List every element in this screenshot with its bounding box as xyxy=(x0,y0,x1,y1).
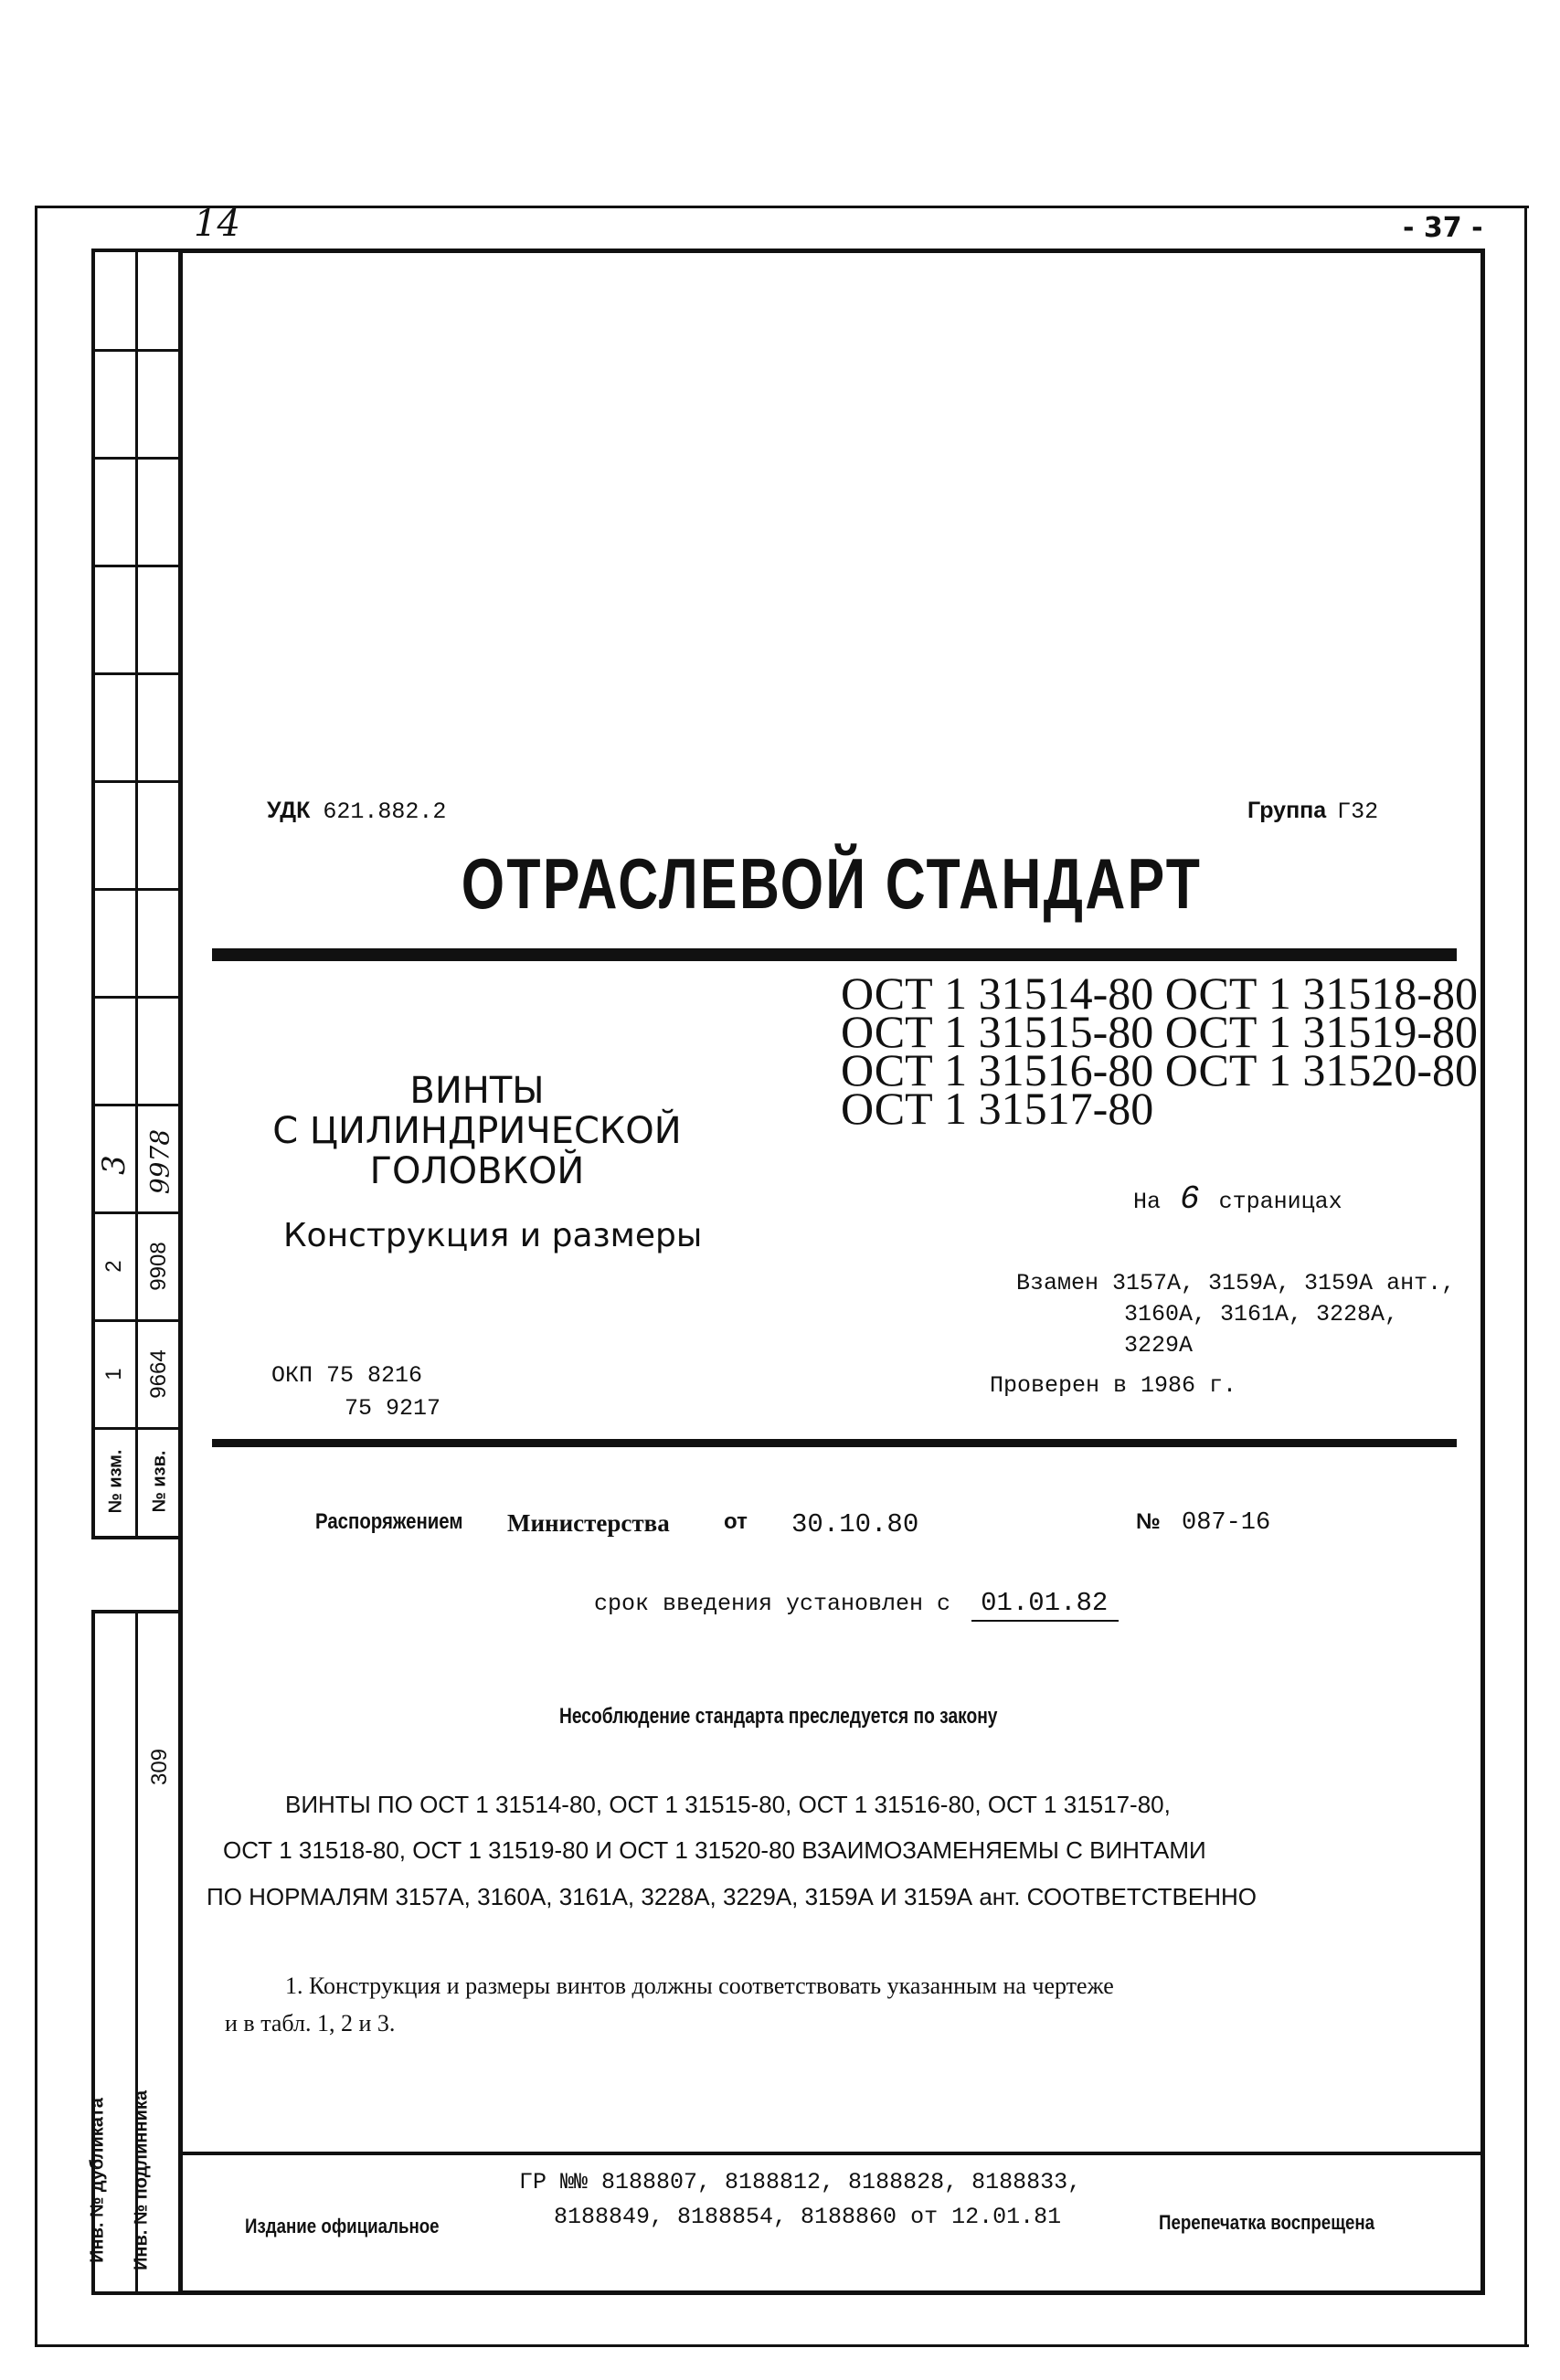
udc-code xyxy=(267,798,446,825)
order-label: Распоряжением xyxy=(315,1509,463,1534)
clause-1: 1. Конструкция и размеры винтов должны соответствовать указанным на чертеже xyxy=(285,1973,1114,1999)
original-inventory-label: Инв. № подлинника xyxy=(131,2089,152,2271)
footer-rule xyxy=(178,2152,1485,2155)
standards-list xyxy=(841,968,1479,1134)
section-rule xyxy=(212,1439,1457,1447)
scan-border-top xyxy=(35,206,1529,208)
original-inventory-number: 309 xyxy=(147,1748,172,1786)
okp-line: ОКП 75 8216 xyxy=(271,1362,423,1389)
okp-line: 75 9217 xyxy=(345,1395,441,1422)
document-title: ОТРАСЛЕВОЙ СТАНДАРТ xyxy=(461,843,1203,924)
product-title-line: С ЦИЛИНДРИЧЕСКОЙ xyxy=(272,1110,682,1152)
scan-border-bottom xyxy=(35,2344,1529,2347)
registration-line: ГР №№ 8188807, 8188812, 8188828, 8188833, xyxy=(519,2169,1082,2195)
margin-row-line xyxy=(91,349,180,352)
standards-line: ОСТ 1 31515-80 ОСТ 1 31519-80 xyxy=(841,1006,1479,1057)
change-no-label: № изм. xyxy=(105,1449,126,1514)
official-edition: Издание официальное xyxy=(245,2215,440,2237)
clause-1-continuation: и в табл. 1, 2 и 3. xyxy=(225,2010,396,2036)
effective-label: срок введения установлен с xyxy=(594,1591,951,1617)
group-code xyxy=(1247,798,1378,825)
effective-date xyxy=(594,1588,1119,1622)
checked-year: Проверен в 1986 г. xyxy=(990,1372,1237,1399)
group-label: Группа xyxy=(1247,798,1327,823)
margin-row-line xyxy=(91,565,180,567)
margin-row-line xyxy=(91,1104,180,1106)
replaces-line: Взамен 3157А, 3159А, 3159А ант., xyxy=(1016,1270,1456,1296)
registration-line: 8188849, 8188854, 8188860 от 12.01.81 xyxy=(554,2204,1062,2230)
duplicate-inventory-label: Инв. № дубликата xyxy=(87,2098,108,2263)
margin-row-line xyxy=(91,1211,180,1214)
title-rule xyxy=(212,948,1457,961)
order-from: от xyxy=(724,1509,748,1534)
margin-row-line xyxy=(91,888,180,891)
order-date: 30.10.80 xyxy=(791,1509,919,1539)
margin-row-line xyxy=(91,780,180,783)
product-title-line: ВИНТЫ xyxy=(409,1070,545,1112)
margin-row-line xyxy=(91,996,180,999)
product-subtitle: Конструкция и размеры xyxy=(283,1217,703,1254)
margin-row-line xyxy=(91,457,180,460)
legal-warning: Несоблюдение стандарта преследуется по закону xyxy=(559,1704,998,1729)
udc-value: 621.882.2 xyxy=(323,799,447,825)
registration-numbers xyxy=(519,2165,1081,2235)
standards-line: ОСТ 1 31516-80 ОСТ 1 31520-80 xyxy=(841,1044,1479,1095)
change-number-2: 2 xyxy=(101,1260,126,1273)
notice-number-9978: 9978 xyxy=(144,1128,175,1195)
handwritten-sheet-mark: 14 xyxy=(194,203,240,245)
margin-row-line xyxy=(91,1427,180,1430)
margin-row-line xyxy=(91,1319,180,1322)
effective-value: 01.01.82 xyxy=(971,1588,1119,1622)
replaces-line: 3160А, 3161А, 3228А, xyxy=(1124,1301,1399,1328)
reprint-prohibited: Перепечатка воспрещена xyxy=(1159,2211,1375,2234)
scan-border-left xyxy=(35,206,37,2346)
margin-upper-divider xyxy=(135,249,138,1539)
notice-no-label: № изв. xyxy=(149,1450,170,1513)
order-number-label: № xyxy=(1136,1509,1161,1534)
replaces-line: 3229А xyxy=(1124,1332,1194,1359)
order-ministry: Министерства xyxy=(507,1509,670,1537)
interchangeability-line: ПО НОРМАЛЯМ 3157А, 3160А, 3161А, 3228А, 3229А, 3159А И 3159А ант. СООТВЕТСТВЕННО xyxy=(207,1883,1257,1910)
group-value: Г32 xyxy=(1337,799,1379,825)
pages-suffix: страницах xyxy=(1218,1189,1342,1215)
interchangeability-line: ОСТ 1 31518-80, ОСТ 1 31519-80 И ОСТ 1 31520-80 ВЗАИМОЗАМЕНЯЕМЫ С ВИНТАМИ xyxy=(223,1836,1206,1864)
margin-row-line xyxy=(91,672,180,675)
udc-label: УДК xyxy=(267,798,311,823)
pages-prefix: На xyxy=(1133,1189,1162,1215)
order-number: 087-16 xyxy=(1182,1509,1271,1537)
change-number-1: 1 xyxy=(101,1368,126,1380)
change-number-3: 3 xyxy=(96,1155,133,1175)
standards-line: ОСТ 1 31517-80 xyxy=(841,1083,1154,1134)
scan-border-right xyxy=(1524,206,1527,2346)
notice-number-9908: 9908 xyxy=(146,1242,171,1291)
pages-number: 6 xyxy=(1180,1180,1200,1218)
product-title-line: ГОЛОВКОЙ xyxy=(369,1150,585,1192)
page-number: - 37 - xyxy=(1403,212,1483,244)
standards-line: ОСТ 1 31514-80 ОСТ 1 31518-80 xyxy=(841,968,1479,1019)
pages-count xyxy=(1133,1180,1342,1218)
replaces-block xyxy=(1016,1268,1455,1361)
product-title xyxy=(239,1071,715,1191)
interchangeability-line: ВИНТЫ ПО ОСТ 1 31514-80, ОСТ 1 31515-80, ОСТ 1 31516-80, ОСТ 1 31517-80, xyxy=(285,1791,1171,1818)
notice-number-9664: 9664 xyxy=(146,1349,171,1399)
okp-codes xyxy=(271,1359,440,1425)
